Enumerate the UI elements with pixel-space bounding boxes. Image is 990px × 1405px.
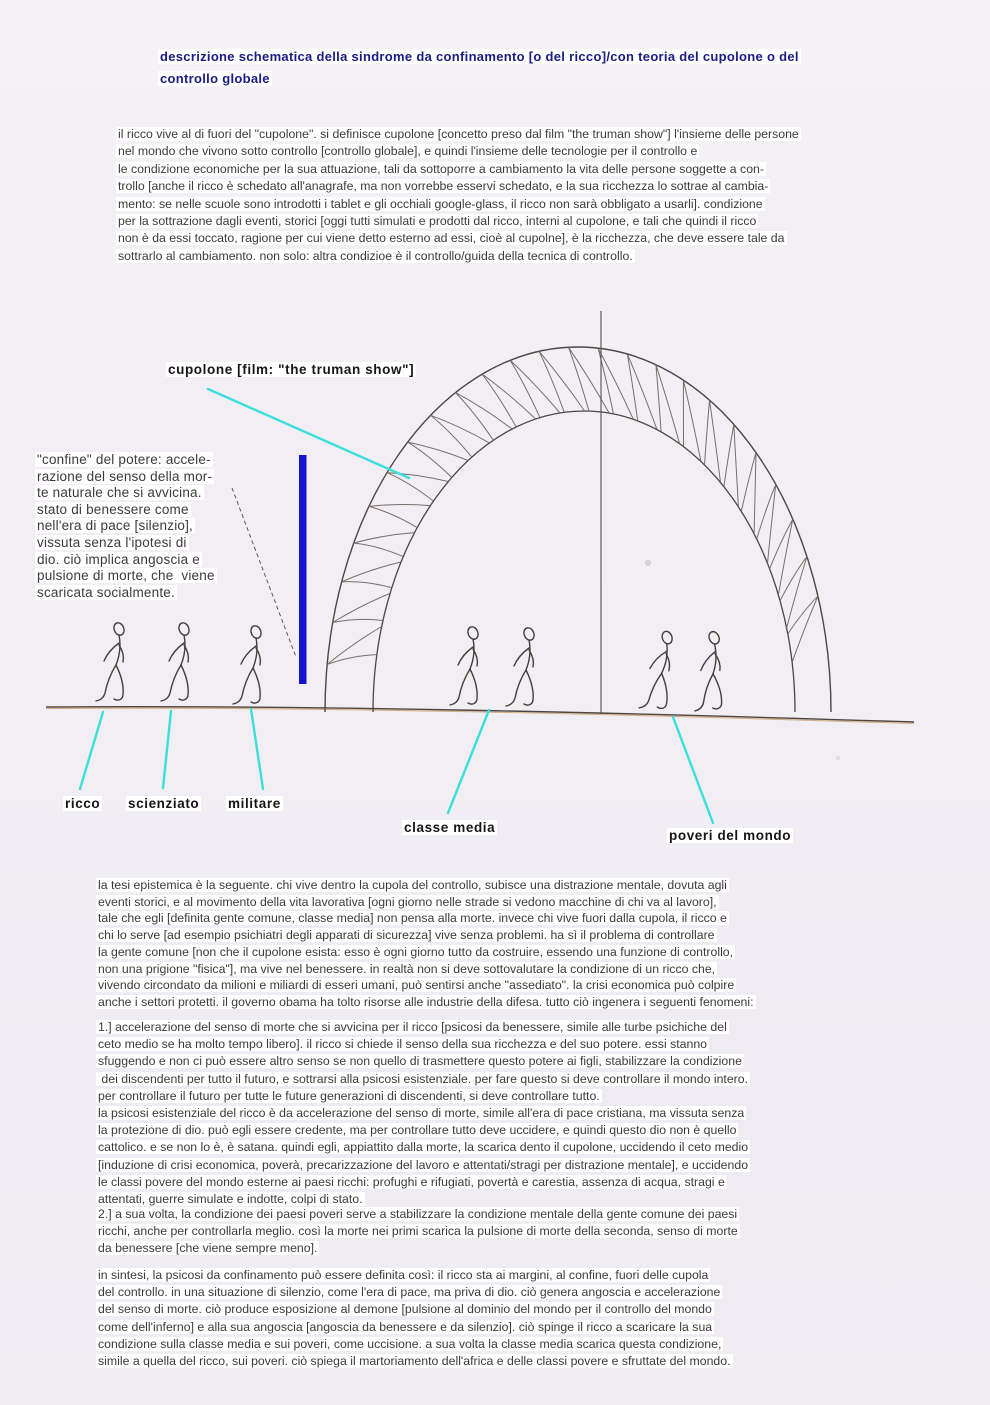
dome-hatch-stroke xyxy=(724,425,739,507)
point2-paragraph: 2.] a sua volta, la condizione dei paesi poveri serve a stabilizzare la condizione mentale della gente comune dei paesi ricchi, anche per controllarla meglio. così la morte nei primi scarica la pulsione di morte della seconda, senso di morte da benessere [che viene sempre meno]. xyxy=(98,1207,738,1256)
dome-hatch-stroke xyxy=(741,453,756,534)
poveri-pointer-line xyxy=(673,717,713,823)
ricco-pointer-line xyxy=(80,712,103,789)
classe-media-label xyxy=(402,820,497,835)
militare-label-text: militare xyxy=(228,796,281,811)
cupolone-label-text: cupolone [film: "the truman show"] xyxy=(168,362,415,377)
dome-inner-arc xyxy=(373,411,795,712)
confine-annotation: "confine" del potere: accele- razione del senso della mor- te naturale che si avvicina. stato di benessere come nell'era di pace [silenzio], vissuta senza l'ipotesi di dio. ciò implica angoscia e pulsione di morte, che viene scaricata socialmente. xyxy=(37,452,215,600)
stick-figure-povero-2 xyxy=(691,630,725,711)
stick-figure-scienziato xyxy=(161,621,191,701)
classe-media-label-text: classe media xyxy=(404,820,496,835)
tesi-paragraph: la tesi epistemica è la seguente. chi vive dentro la cupola del controllo, subisce una distrazione mentale, dovuta agli eventi storici, e al movimento della vita lavorativa [ogni giorno nelle strade si vedono macchine di chi va al lavoro], tale che egli [definita gente comune, classe media] non pensa alla morte. invece chi vive fuori dalla cupola, il ricco e chi lo serve [ad esempio psichiatri degli apparati di sicurezza] vive senza problemi. ha sì il problema di controllare la gente comune [non che il cupolone esista: esso è ogni giorno tutto da costruire, essendo una funzione di controllo, non una prigione "fisica"], ma vive nel benessere. in realtà non si deve sottovalutare la condizione di un ricco che, vivendo circondato da milioni e miliardi di esseri umani, può sentirsi anche "assediato". la crisi economica può colpire anche i settori protetti. il governo obama ha tolto risorse alle industrie della difesa. tutto ciò ingenera i seguenti fenomeni: xyxy=(98,878,754,1009)
cupolone-label xyxy=(166,362,416,377)
sintesi-paragraph: in sintesi, la psicosi da confinamento può essere definita così: il ricco sta ai margini, al confine, fuori delle cupola del controllo. in una situazione di silenzio, come l'era di pace, ma priva di dio. ciò genera angoscia e accelerazione del senso di morte. ciò produce esposizione al demone [pulsione al dominio del mondo per il controllo del mondo come dell'inferno] e alla sua angoscia [angoscia da benessere e da silenzio]. ciò spinge il ricco a scaricare la sua condizione sulla classe media e sui poveri, come uccisione. a sua volta la classe media scarica questa condizione, simile a quella del ricco, sui poveri. ciò spiega il martoriamento dell'africa e delle classi povere e sfruttate del mondo. xyxy=(98,1268,731,1369)
dome-hatch-stroke xyxy=(656,365,680,444)
poveri-del-mondo-label-text: poveri del mondo xyxy=(669,828,792,843)
militare-pointer-line xyxy=(251,709,263,789)
dome-hatch-stroke xyxy=(705,400,721,482)
dome-hatch-stroke xyxy=(757,484,776,563)
dome-hatch-stroke xyxy=(342,562,402,588)
point1-paragraph: 1.] accelerazione del senso di morte che si avvicina per il ricco [psicosi da benessere, simile alle turbe psichiche del ceto medio se ha molto tempo libero]. il ricco si chiede il senso della sua ricchezza e del suo potere. essi stanno sfuggendo e non ci può essere altro senso se non quello di trasmettere questo potere ai figli, stabilizzare la condizione dei discendenti per tutto il futuro, e sottrarsi alla psicosi esistenziale. per fare questo si deve controllare il mondo intero. per controllare il futuro per tutte le future generazioni di discendenti, si deve controllare tutto. la psicosi esistenziale del ricco è da accelerazione del senso di morte, simile all'era di pace cristiana, ma vissuta senza la protezione di dio. può egli essere credente, ma per controllare tutto deve uccidere, e quindi questo dio non è quello cattolico. e se non lo è, è satana. quindi egli, appiattito dalla morte, la scarica dento il cupolone, uccidendo il ceto medio [induzione di crisi economica, poverà, precarizzazione del lavoro e attentati/stragi per distrazione mentale], e uccidendo le classi povere del mondo esterne ai paesi ricchi: profughi e rifugiati, povertà e carestia, assenza di acqua, stragi e attentati, guerre simulate e indotte, colpi di stato. xyxy=(98,1020,749,1207)
stick-figure-ricco xyxy=(96,621,126,701)
poveri-del-mondo-label xyxy=(667,828,793,843)
dome-hatch-stroke xyxy=(408,442,469,477)
dome-hatching xyxy=(327,347,818,664)
dome-hatch-stroke xyxy=(510,360,560,417)
dome-hatch-stroke xyxy=(482,374,536,427)
dome-hatch-stroke xyxy=(369,504,430,527)
classe-media-pointer-line xyxy=(448,710,489,813)
scienziato-label-text: scienziato xyxy=(128,796,200,811)
stick-figure-povero-1 xyxy=(639,628,674,710)
cupolone-pointer-line xyxy=(208,389,409,478)
confine-pointer-line xyxy=(232,488,296,657)
confine-blue-bar xyxy=(299,455,307,684)
intro-paragraph: il ricco vive al di fuori del "cupolone". si definisce cupolone [concetto preso dal film "the truman show"] l'insieme delle persone nel mondo che vivono sotto controllo [controllo globale], e quindi l'insieme delle tecnologie per il controllo e le condizione economiche per la sua attuazione, tali da sottoporre a cambiamento la vita delle persone soggette a con- trollo [anche il ricco è schedato all'anagrafe, ma non vorrebbe esservi schedato, e la sua ricchezza lo sottrae al cambia- mento: se nelle scuole sono introdotti i tablet e gli occhiali google-glass, il ricco non sarà obbligato a usarli]. condizione per la sottrazione dagli eventi, storici [oggi tutti simulati e prodotti dal ricco, interni al cupolone, e tali che quindi il ricco non è da essi toccato, ragione per cui viene detto esterno ad essi, cioè al cupolne], è la ricchezza, che deve essere tale da sottrarlo al cambiamento. non solo: altra condizioe è il controllo/guida della tecnica di controllo. xyxy=(118,127,799,263)
stick-figure-classe-media-1 xyxy=(450,625,480,705)
scienziato-pointer-line xyxy=(163,711,171,788)
scienziato-label xyxy=(126,796,201,811)
dome-hatch-stroke xyxy=(327,627,382,665)
stick-figure-classe-media-2 xyxy=(506,626,536,706)
dome-hatch-stroke xyxy=(387,473,448,502)
ricco-label xyxy=(63,796,102,811)
scan-speck xyxy=(645,560,651,566)
stick-figure-militare xyxy=(233,624,263,704)
ricco-label-text: ricco xyxy=(65,796,101,811)
dome-hatch-stroke xyxy=(333,593,390,622)
scan-speck xyxy=(836,756,840,760)
militare-label xyxy=(226,796,283,811)
page-title: descrizione schematica della sindrome da confinamento [o del ricco]/con teoria del cupolone o del controllo globale xyxy=(160,49,799,86)
